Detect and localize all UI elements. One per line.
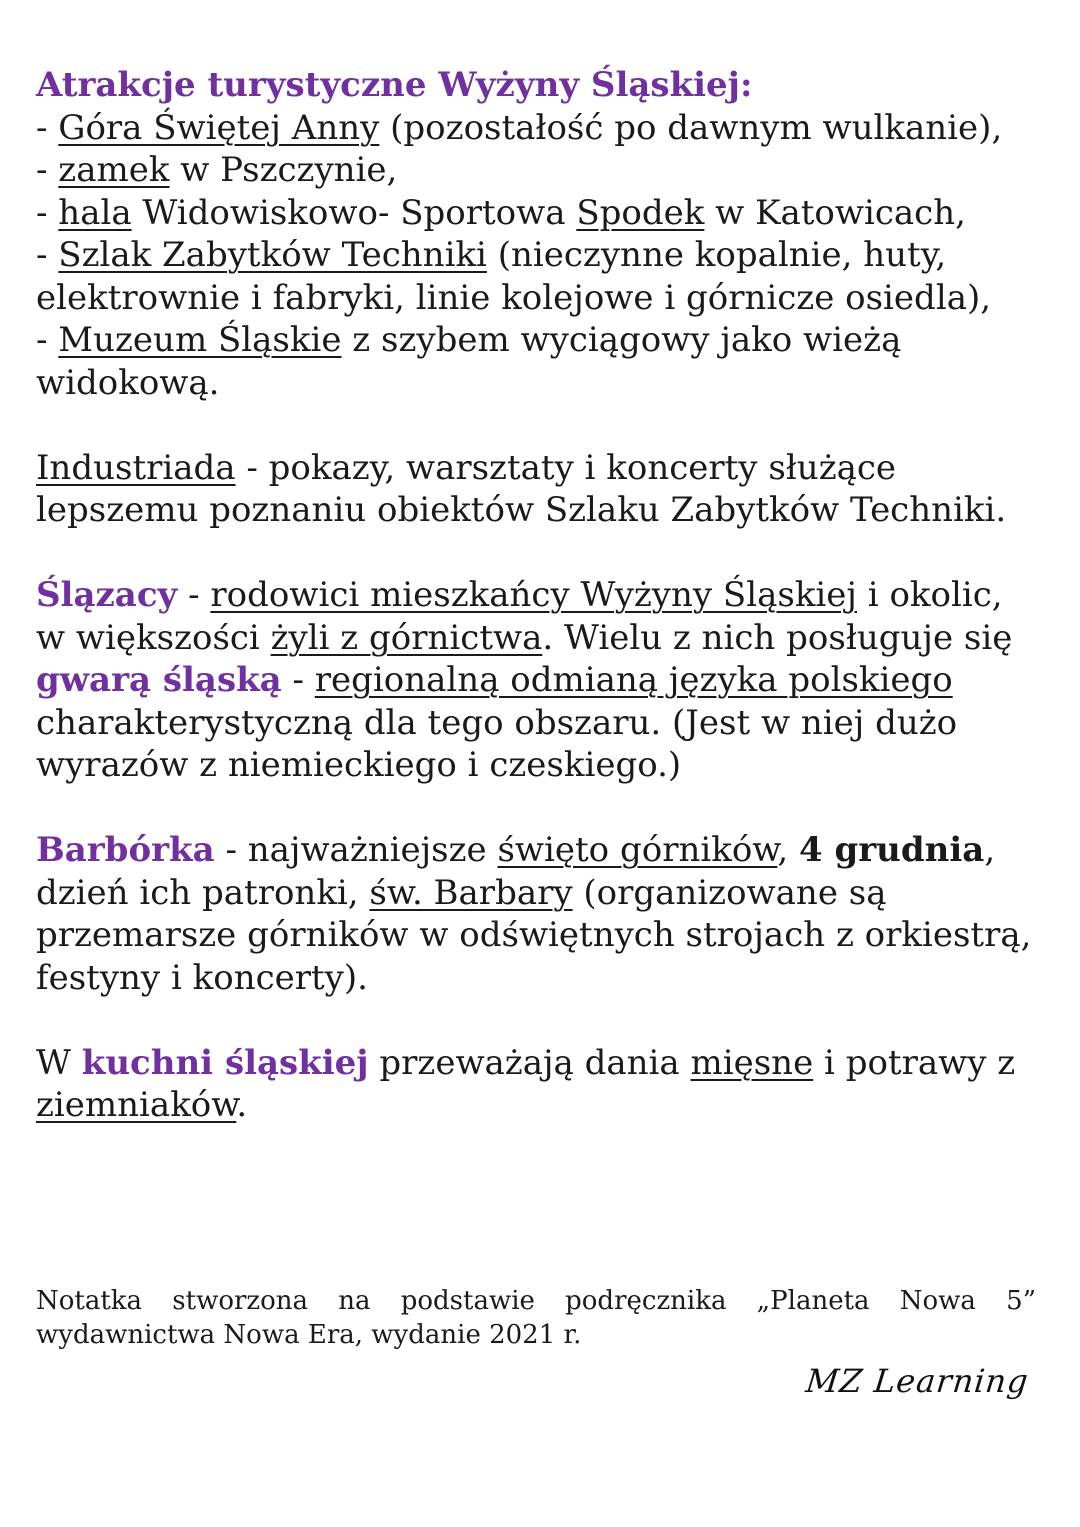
author-signature: MZ Learning — [804, 1362, 1031, 1400]
note-body — [36, 64, 1036, 1127]
list-dash: - — [36, 192, 59, 233]
attraction-hala: hala — [58, 192, 132, 233]
attractions-title: Atrakcje turystyczne Wyżyny Śląskiej: — [36, 65, 753, 105]
attraction-text: (pozostałość po dawnym wulkanie), — [379, 107, 1003, 148]
source-footnote: Notatka stworzona na podstawie podręcznika „Planeta Nowa 5” wydawnictwa Nowa Era, wydanie 2021 r. — [36, 1286, 1036, 1350]
paragraph-spacer — [36, 999, 1036, 1042]
industriada-definition: - pokazy, warsztaty i koncerty służące lepszemu poznaniu obiektów Szlaku Zabytków Techniki. — [36, 447, 1007, 530]
barborka-definition: święto górników — [497, 830, 778, 870]
kuchnia-section — [36, 1042, 1036, 1127]
industriada-term: Industriada — [36, 447, 236, 488]
attractions-section — [36, 64, 1036, 404]
barborka-term: Barbórka — [36, 830, 215, 870]
paragraph-spacer — [36, 404, 1036, 447]
attraction-text: (nieczynne kopalnie, huty, elektrownie i fabryki, linie kolejowe i górnicze osiedla), — [36, 235, 992, 318]
slazacy-text: . Wielu z nich posługuje się — [542, 617, 1013, 658]
barborka-date: 4 grudnia — [798, 830, 985, 870]
slazacy-gornictwo: żyli z górnictwa — [270, 617, 543, 658]
list-dash: - — [36, 150, 59, 190]
attraction-zamek: zamek — [58, 150, 170, 190]
kuchnia-text: przeważają dania — [368, 1042, 691, 1083]
barborka-text: (organizowane są przemarsze górników w odświętnych strojach z orkiestrą, festyny i koncerty). — [36, 872, 1032, 998]
kuchnia-term: kuchni śląskiej — [81, 1042, 369, 1083]
barborka-patron: św. Barbary — [369, 872, 573, 913]
slazacy-definition: rodowici mieszkańcy Wyżyny Śląskiej — [210, 575, 857, 615]
paragraph-spacer — [36, 532, 1036, 575]
slazacy-text: charakterystyczną dla tego obszaru. (Jest w niej dużo wyrazów z niemieckiego i czeskiego.) — [36, 702, 958, 785]
attraction-text: w Katowicach, — [704, 192, 966, 233]
slazacy-term: Ślązacy — [36, 575, 178, 615]
kuchnia-text: W — [36, 1042, 82, 1083]
kuchnia-text: i potrawy z — [813, 1042, 1016, 1083]
attraction-text: Widowiskowo- Sportowa — [131, 192, 577, 233]
industriada-section — [36, 447, 1036, 532]
barborka-section — [36, 829, 1036, 999]
paragraph-spacer — [36, 787, 1036, 830]
attraction-text: z szybem wyciągowy jako wieżą widokową. — [36, 320, 902, 403]
barborka-text: , — [777, 830, 799, 870]
barborka-text: , dzień ich patronki, — [36, 830, 996, 913]
kuchnia-miesne: mięsne — [690, 1042, 814, 1083]
list-dash: - — [36, 235, 59, 275]
gwara-term: gwarą śląską — [36, 660, 282, 700]
attraction-szlak: Szlak Zabytków Techniki — [58, 235, 487, 275]
barborka-text: - najważniejsze — [214, 830, 498, 870]
attraction-spodek: Spodek — [576, 192, 705, 233]
list-dash: - — [36, 320, 59, 360]
attraction-gora-swietej-anny: Góra Świętej Anny — [58, 107, 380, 148]
slazacy-text: - — [281, 660, 315, 700]
kuchnia-ziemniaki: ziemniaków — [36, 1085, 237, 1125]
kuchnia-text: . — [236, 1085, 248, 1125]
slazacy-text: - — [177, 575, 211, 615]
slazacy-section — [36, 574, 1036, 787]
gwara-definition: regionalną odmianą języka polskiego — [314, 660, 953, 700]
slazacy-text: i okolic, w większości — [36, 575, 1003, 658]
list-dash: - — [36, 107, 59, 148]
attraction-text: w Pszczynie, — [169, 150, 398, 190]
attraction-muzeum: Muzeum Śląskie — [58, 320, 342, 360]
